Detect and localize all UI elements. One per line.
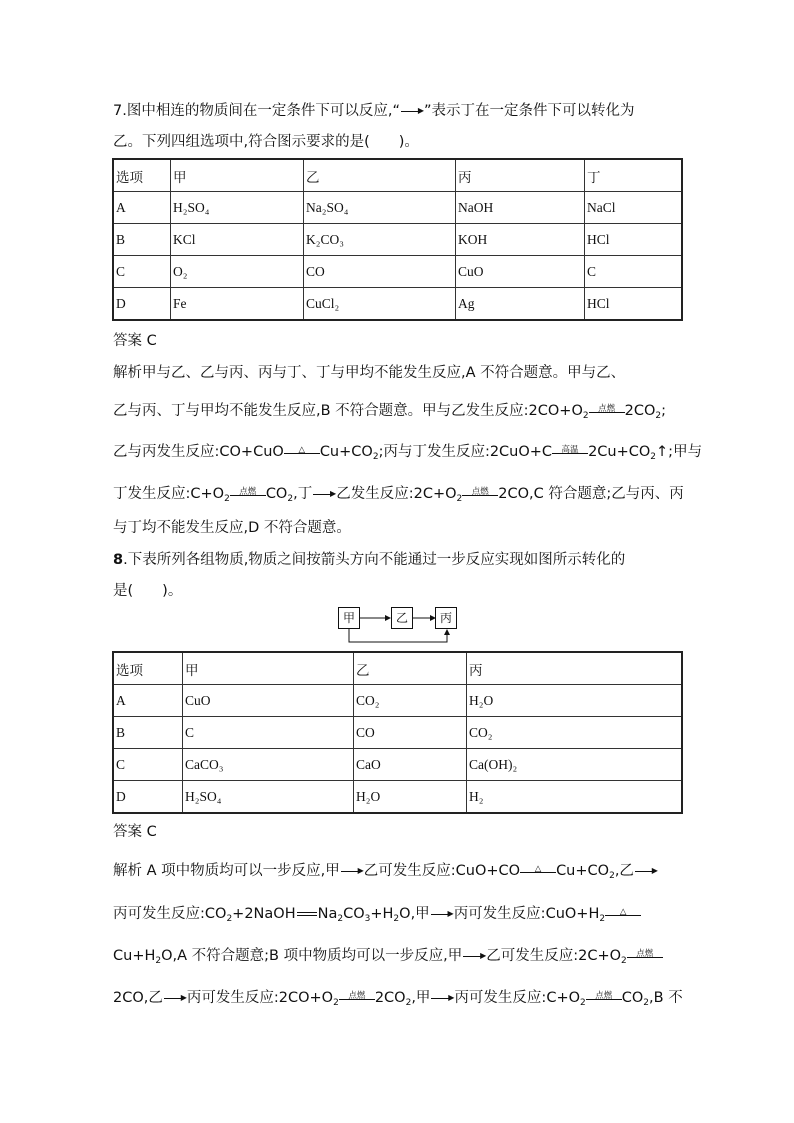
condition-fire: 点燃	[339, 987, 375, 1009]
table-cell: CaCO₃	[183, 749, 354, 781]
header-cell: 乙	[304, 159, 456, 192]
table-row	[113, 192, 682, 224]
table-row	[113, 685, 682, 717]
table-cell: NaCl	[585, 192, 683, 224]
condition-heat: △	[605, 903, 641, 925]
table-cell: C	[113, 749, 183, 781]
diagram-node-jia: 甲	[338, 607, 360, 629]
q7-explanation-line5: 与丁均不能发生反应,D 不符合题意。	[113, 520, 351, 536]
diagram-node-bing: 丙	[435, 607, 457, 629]
header-cell: 乙	[354, 652, 467, 685]
table-cell: CO₂	[467, 717, 683, 749]
table-cell: H₂SO₄	[183, 781, 354, 814]
q7-table	[112, 158, 683, 321]
table-cell: C	[183, 717, 354, 749]
table-cell: A	[113, 685, 183, 717]
arrow-icon: ▶	[462, 945, 486, 967]
table-cell: CuCl₂	[304, 288, 456, 321]
header-cell: 丁	[585, 159, 683, 192]
arrow-icon: ▶	[312, 483, 336, 505]
table-cell: CO₂	[354, 685, 467, 717]
q8-answer: 答案 C	[113, 824, 157, 840]
arrow-icon: ▶	[430, 987, 454, 1009]
table-row	[113, 781, 682, 814]
conversion-diagram	[338, 607, 458, 649]
condition-fire: 点燃	[627, 945, 663, 967]
q7-explanation-line2: 乙与丙、丁与甲均不能发生反应,B 不符合题意。甲与乙发生反应$:2CO+O_2$ 点燃 $2CO_2$;	[113, 400, 666, 427]
table-row	[113, 749, 682, 781]
table-header-row	[113, 652, 682, 685]
table-cell: Ag	[456, 288, 585, 321]
arrow-icon: ▶	[430, 903, 454, 925]
table-cell: KCl	[171, 224, 304, 256]
table-cell: B	[113, 717, 183, 749]
table-cell: C	[113, 256, 171, 288]
table-cell: Fe	[171, 288, 304, 321]
table-cell: HCl	[585, 224, 683, 256]
table-cell: Na₂SO₄	[304, 192, 456, 224]
header-cell: 选项	[113, 652, 183, 685]
table-cell: D	[113, 781, 183, 814]
q8-explanation-line2: 丙可发生反应$:CO_2+2NaOH$ $Na_2CO_3+H_2O$,甲 ▶ 丙可发生反应$:CuO+H_2$ △	[113, 903, 641, 930]
table-cell: KOH	[456, 224, 585, 256]
condition-fire: 点燃	[230, 483, 266, 505]
table-header-row	[113, 159, 682, 192]
condition-high-temp: 高温	[552, 441, 588, 463]
q7-stem-line1: 7.图中相连的物质间在一定条件下可以反应,“ ▶ ”表示丁在一定条件下可以转化为	[113, 100, 634, 122]
table-cell: H₂SO₄	[171, 192, 304, 224]
q7-stem-line2: 乙。下列四组选项中,符合图示要求的是( )。	[113, 134, 419, 150]
q7-answer: 答案 C	[113, 333, 157, 349]
equals-icon	[296, 903, 318, 925]
header-cell: 选项	[113, 159, 171, 192]
q8-explanation-line4: 2CO,乙 ▶ 丙可发生反应$:2CO+O_2$ 点燃 $2CO_2$,甲 ▶ 丙可发生反应$:C+O_2$ 点燃 $CO_2,B$ 不	[113, 987, 683, 1014]
table-cell: CaO	[354, 749, 467, 781]
table-cell: H₂O	[467, 685, 683, 717]
header-cell: 丙	[456, 159, 585, 192]
table-cell: H₂O	[354, 781, 467, 814]
table-cell: CuO	[456, 256, 585, 288]
arrow-icon: ▶	[634, 860, 658, 882]
q8-stem-line1: 8.下表所列各组物质,物质之间按箭头方向不能通过一步反应实现如图所示转化的	[113, 552, 626, 568]
table-row	[113, 288, 682, 321]
q7-explanation-line3: 乙与丙发生反应:CO+CuO △ $Cu+CO_2$;丙与丁发生反应:2CuO+C 高温 $2Cu+CO_2↑$;甲与	[113, 441, 702, 468]
arrow-icon: ▶	[340, 860, 364, 882]
q8-stem-line2: 是( )。	[113, 583, 183, 599]
table-cell: H₂	[467, 781, 683, 814]
condition-fire: 点燃	[586, 987, 622, 1009]
condition-heat: △	[520, 860, 556, 882]
header-cell: 甲	[183, 652, 354, 685]
arrow-icon: ▶	[400, 100, 424, 122]
table-cell: A	[113, 192, 171, 224]
condition-fire: 点燃	[589, 400, 625, 422]
q8-explanation-line3: $Cu+H_2O,A$ 不符合题意;B 项中物质均可以一步反应,甲 ▶ 乙可发生反应$:2C+O_2$ 点燃	[113, 945, 663, 972]
table-cell: NaOH	[456, 192, 585, 224]
diagram-node-yi: 乙	[391, 607, 413, 629]
table-row	[113, 224, 682, 256]
table-row	[113, 256, 682, 288]
table-cell: K₂CO₃	[304, 224, 456, 256]
table-cell: CuO	[183, 685, 354, 717]
table-cell: D	[113, 288, 171, 321]
q8-explanation-line1: 解析 A 项中物质均可以一步反应,甲 ▶ 乙可发生反应:CuO+CO △ $Cu+CO_2$,乙 ▶	[113, 860, 658, 887]
table-cell: C	[585, 256, 683, 288]
table-row	[113, 717, 682, 749]
table-cell: O₂	[171, 256, 304, 288]
q7-explanation-line4: 丁发生反应$:C+O_2$ 点燃 $CO_2$,丁 ▶ 乙发生反应$:2C+O_2$ 点燃 2CO,C 符合题意;乙与丙、丙	[113, 483, 684, 510]
q8-table	[112, 651, 683, 814]
table-cell: B	[113, 224, 171, 256]
q7-explanation-line1: 解析甲与乙、乙与丙、丙与丁、丁与甲均不能发生反应,A 不符合题意。甲与乙、	[113, 365, 626, 381]
table-cell: CO	[304, 256, 456, 288]
header-cell: 丙	[467, 652, 683, 685]
table-cell: HCl	[585, 288, 683, 321]
header-cell: 甲	[171, 159, 304, 192]
table-cell: CO	[354, 717, 467, 749]
table-cell: Ca(OH)₂	[467, 749, 683, 781]
arrow-icon: ▶	[163, 987, 187, 1009]
condition-fire: 点燃	[462, 483, 498, 505]
condition-heat: △	[284, 441, 320, 463]
